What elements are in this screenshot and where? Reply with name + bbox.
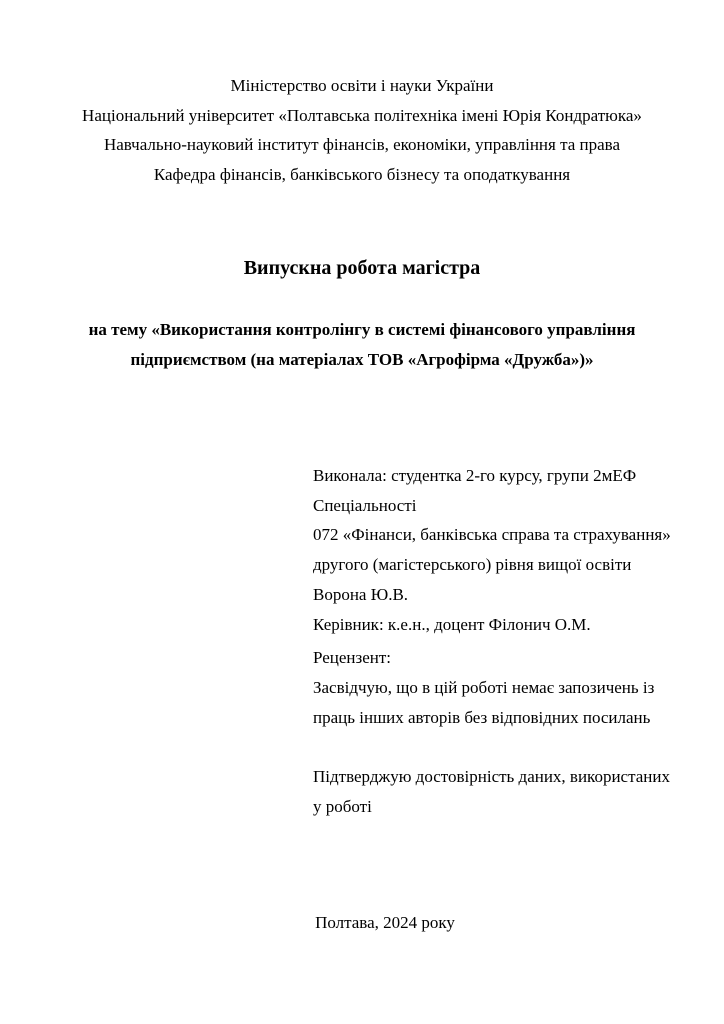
author-name: Ворона Ю.В. (313, 585, 409, 604)
confirmation-line-2: у роботі (313, 797, 372, 816)
university-line: Національний університет «Полтавська політехніка імені Юрія Кондратюка» (82, 106, 642, 125)
originality-line-1: Засвідчую, що в цій роботі немає запозичень із (313, 678, 655, 697)
originality-line-2: праць інших авторів без відповідних посилань (313, 708, 651, 727)
institute-line: Навчально-науковий інститут фінансів, економіки, управління та права (103, 135, 621, 154)
specialty-label: Спеціальності (313, 496, 417, 515)
confirmation-line-1: Підтверджую достовірність даних, використаних (313, 767, 670, 786)
reviewer-line: Рецензент: (313, 648, 392, 667)
author-line: Виконала: студентка 2-го курсу, групи 2мЕФ (313, 466, 637, 485)
city-year: Полтава, 2024 року (315, 913, 455, 932)
ministry-line: Міністерство освіти і науки України (230, 76, 494, 95)
topic-line-2: підприємством (на матеріалах ТОВ «Агрофірма «Дружба»)» (130, 350, 594, 369)
specialty-line: 072 «Фінанси, банківська справа та страхування» (313, 525, 671, 544)
department-line: Кафедра фінансів, банківського бізнесу та оподаткування (153, 165, 571, 184)
document-title: Випускна робота магістра (243, 257, 481, 279)
degree-line: другого (магістерського) рівня вищої освіти (313, 555, 632, 574)
topic-line-1: на тему «Використання контролінгу в системі фінансового управління (88, 320, 636, 339)
supervisor-line: Керівник: к.е.н., доцент Філонич О.М. (313, 615, 591, 634)
